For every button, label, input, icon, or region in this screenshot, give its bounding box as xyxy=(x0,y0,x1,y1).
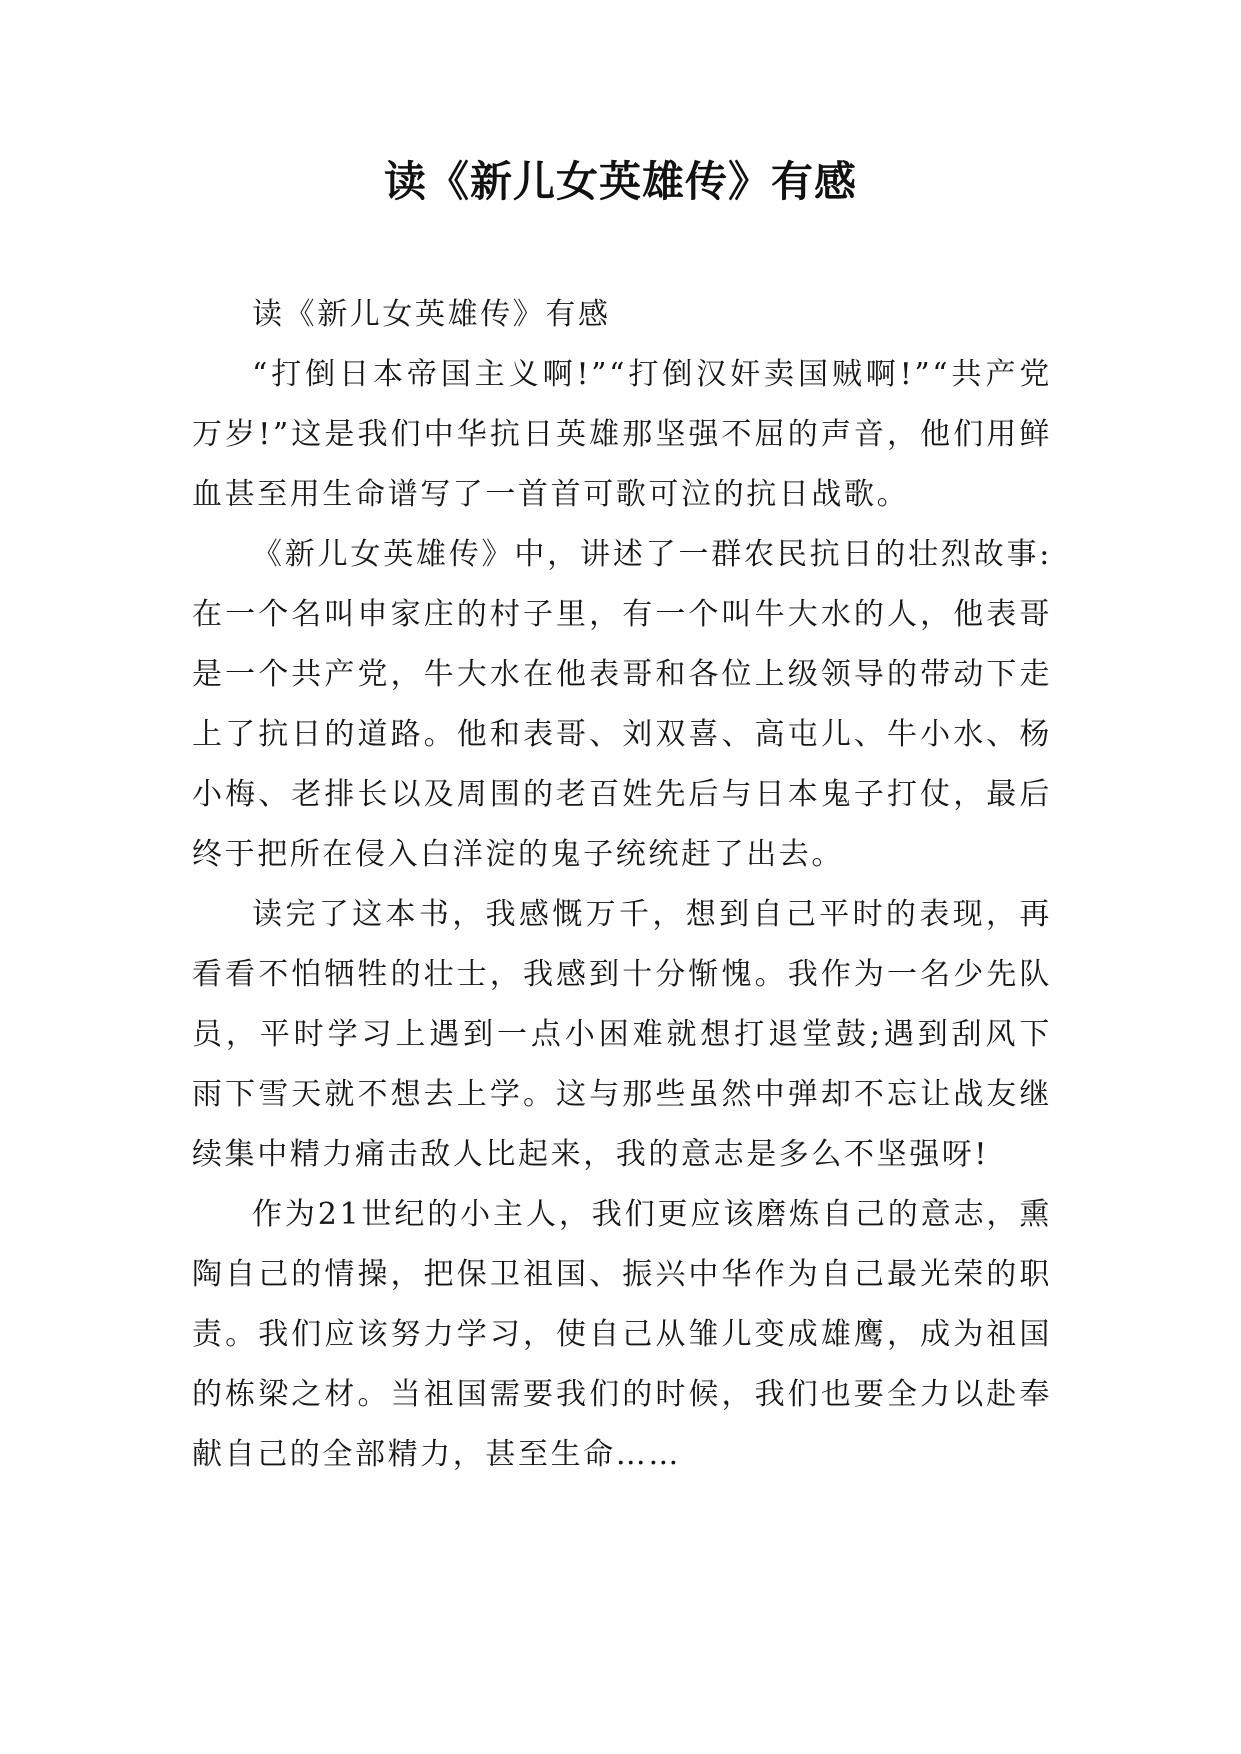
paragraph: 《新儿女英雄传》中，讲述了一群农民抗日的壮烈故事:在一个名叫申家庄的村子里，有一个叫牛大水的人，他表哥是一个共产党，牛大水在他表哥和各位上级领导的带动下走上了抗日的道路。他和表哥、刘双喜、高屯儿、牛小水、杨小梅、老排长以及周围的老百姓先后与日本鬼子打仗，最后终于把所在侵入白洋淀的鬼子统统赶了出去。 xyxy=(192,537,1052,872)
paragraph: 作为21世纪的小主人，我们更应该磨炼自己的意志，熏陶自己的情操，把保卫祖国、振兴中华作为自己最光荣的职责。我们应该努力学习，使自己从雏儿变成雄鹰，成为祖国的栋梁之材。当祖国需要我们的时候，我们也要全力以赴奉献自己的全部精力，甚至生命…… xyxy=(192,1197,1052,1472)
paragraph: 读完了这本书，我感慨万千，想到自己平时的表现，再看看不怕牺牲的壮士，我感到十分惭愧。我作为一名少先队员，平时学习上遇到一点小困难就想打退堂鼓;遇到刮风下雨下雪天就不想去上学。这与那些虽然中弹却不忘让战友继续集中精力痛击敌人比起来，我的意志是多么不坚强呀! xyxy=(192,897,1052,1172)
document-title: 读《新儿女英雄传》有感 xyxy=(383,157,857,206)
document-body xyxy=(192,285,1052,1485)
paragraph: “打倒日本帝国主义啊!”“打倒汉奸卖国贼啊!”“共产党万岁!”这是我们中华抗日英雄那坚强不屈的声音，他们用鲜血甚至用生命谱写了一首首可歌可泣的抗日战歌。 xyxy=(192,357,1052,512)
paragraph-heading: 读《新儿女英雄传》有感 xyxy=(252,297,611,332)
